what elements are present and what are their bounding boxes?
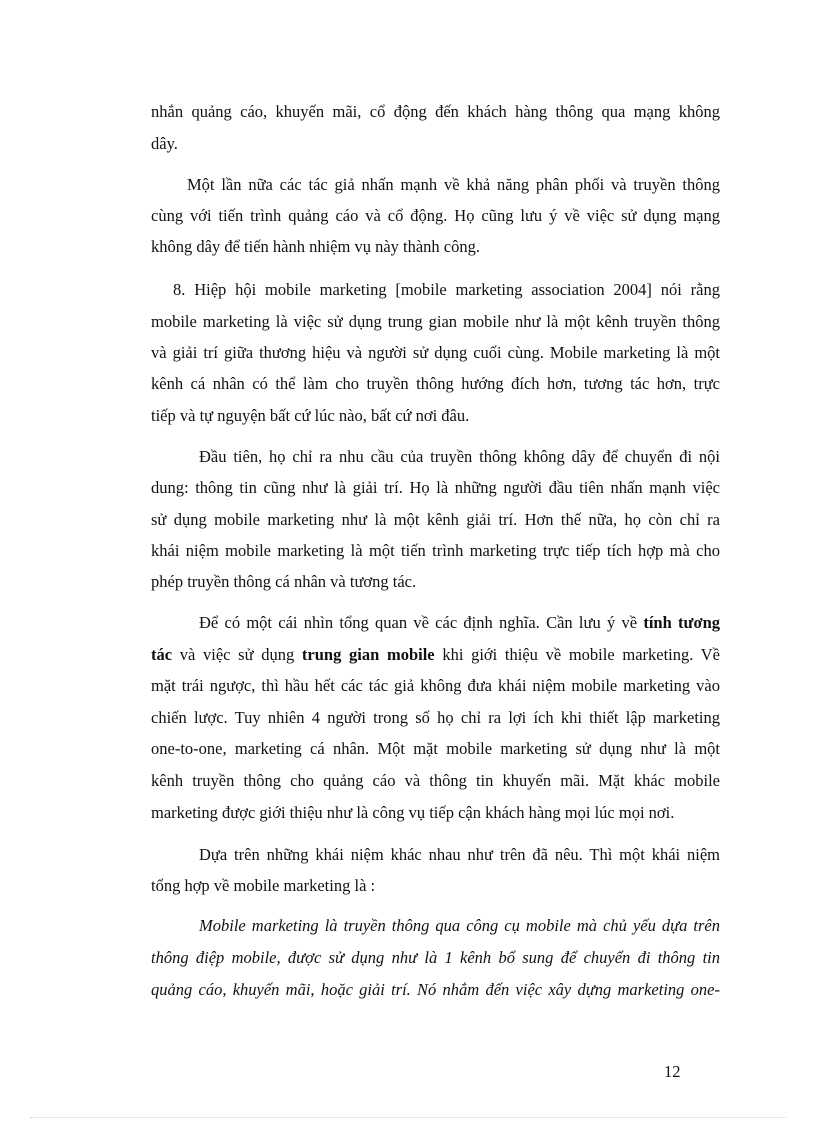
paragraph-3-line-2: mobile marketing là việc sử dụng trung gian mobile như là một kênh truyền thông [151,312,720,331]
paragraph-5-line-6: kênh truyền thông cho quảng cáo và thông tin khuyến mãi. Mặt khác mobile [151,771,720,790]
paragraph-6-line-2: tổng hợp về mobile marketing là : [151,876,376,895]
paragraph-3-line-3: và giải trí giữa thương hiệu và người sử dụng cuối cùng. Mobile marketing là một [151,343,720,362]
paragraph-4-line-3: sử dụng mobile marketing như là một kênh giải trí. Hơn thế nữa, họ còn chỉ ra [151,510,720,529]
paragraph-5-line-3: mặt trái ngược, thì hầu hết các tác giả không đưa khái niệm mobile marketing vào [151,676,720,695]
paragraph-5-line-5: one-to-one, marketing cá nhân. Một mặt mobile marketing sử dụng như là một [151,739,720,758]
paragraph-4-line-5: phép truyền thông cá nhân và tương tác. [151,572,417,591]
emphasis-tinh-tuong: tính tương [643,613,721,632]
paragraph-5-line-2 [151,645,720,665]
paragraph-6-line-1: Dựa trên những khái niệm khác nhau như trên đã nêu. Thì một khái niệm [199,845,720,864]
page-number: 12 [664,1062,681,1081]
definition-line-1: Mobile marketing là truyền thông qua công cụ mobile mà chủ yếu dựa trên [199,916,720,935]
page-bottom-divider [30,1117,786,1118]
paragraph-5-line-2-text-1: và việc sử dụng [179,645,295,664]
paragraph-4-line-1: Đầu tiên, họ chỉ ra nhu cầu của truyền thông không dây để chuyển đi nội [199,447,720,466]
paragraph-3-line-1: 8. Hiệp hội mobile marketing [mobile marketing association 2004] nói rằng [173,280,720,299]
definition-line-3: quảng cáo, khuyến mãi, hoặc giải trí. Nó nhắm đến việc xây dựng marketing one- [151,980,720,999]
paragraph-3-line-4: kênh cá nhân có thể làm cho truyền thông hướng đích hơn, tương tác hơn, trực [151,374,720,393]
paragraph-2-line-3: không dây để tiến hành nhiệm vụ này thành công. [151,237,481,256]
paragraph-3-line-5: tiếp và tự nguyện bất cứ lúc nào, bất cứ nơi đâu. [151,406,470,425]
paragraph-1-line-2: dây. [151,134,178,153]
paragraph-1-line-1: nhắn quảng cáo, khuyến mãi, cổ động đến khách hàng thông qua mạng không [151,102,720,121]
paragraph-5-line-1 [199,613,720,633]
paragraph-4-line-2: dung: thông tin cũng như là giải trí. Họ là những người đầu tiên nhấn mạnh việc [151,478,720,497]
paragraph-2-line-1: Một lần nữa các tác giả nhấn mạnh về khả năng phân phối và truyền thông [187,175,720,194]
paragraph-5-line-7: marketing được giới thiệu như là công vụ tiếp cận khách hàng mọi lúc mọi nơi. [151,803,675,822]
emphasis-trung-gian-mobile: trung gian mobile [301,645,435,664]
paragraph-4-line-4: khái niệm mobile marketing là một tiến trình marketing trực tiếp tích hợp mà cho [151,541,720,560]
paragraph-2-line-2: cùng với tiến trình quảng cáo và cổ động. Họ cũng lưu ý về việc sử dụng mạng [151,206,720,225]
paragraph-5-line-2-text-2: khi giới thiệu về mobile marketing. Về [442,645,720,664]
paragraph-5-line-1-text: Để có một cái nhìn tổng quan về các định nghĩa. Cần lưu ý về [199,613,638,632]
definition-line-2: thông điệp mobile, được sử dụng như là 1 kênh bổ sung để chuyển đi thông tin [151,948,720,967]
paragraph-5-line-4: chiến lược. Tuy nhiên 4 người trong số họ chỉ ra lợi ích khi thiết lập marketing [151,708,720,727]
emphasis-tac: tác [151,645,173,664]
